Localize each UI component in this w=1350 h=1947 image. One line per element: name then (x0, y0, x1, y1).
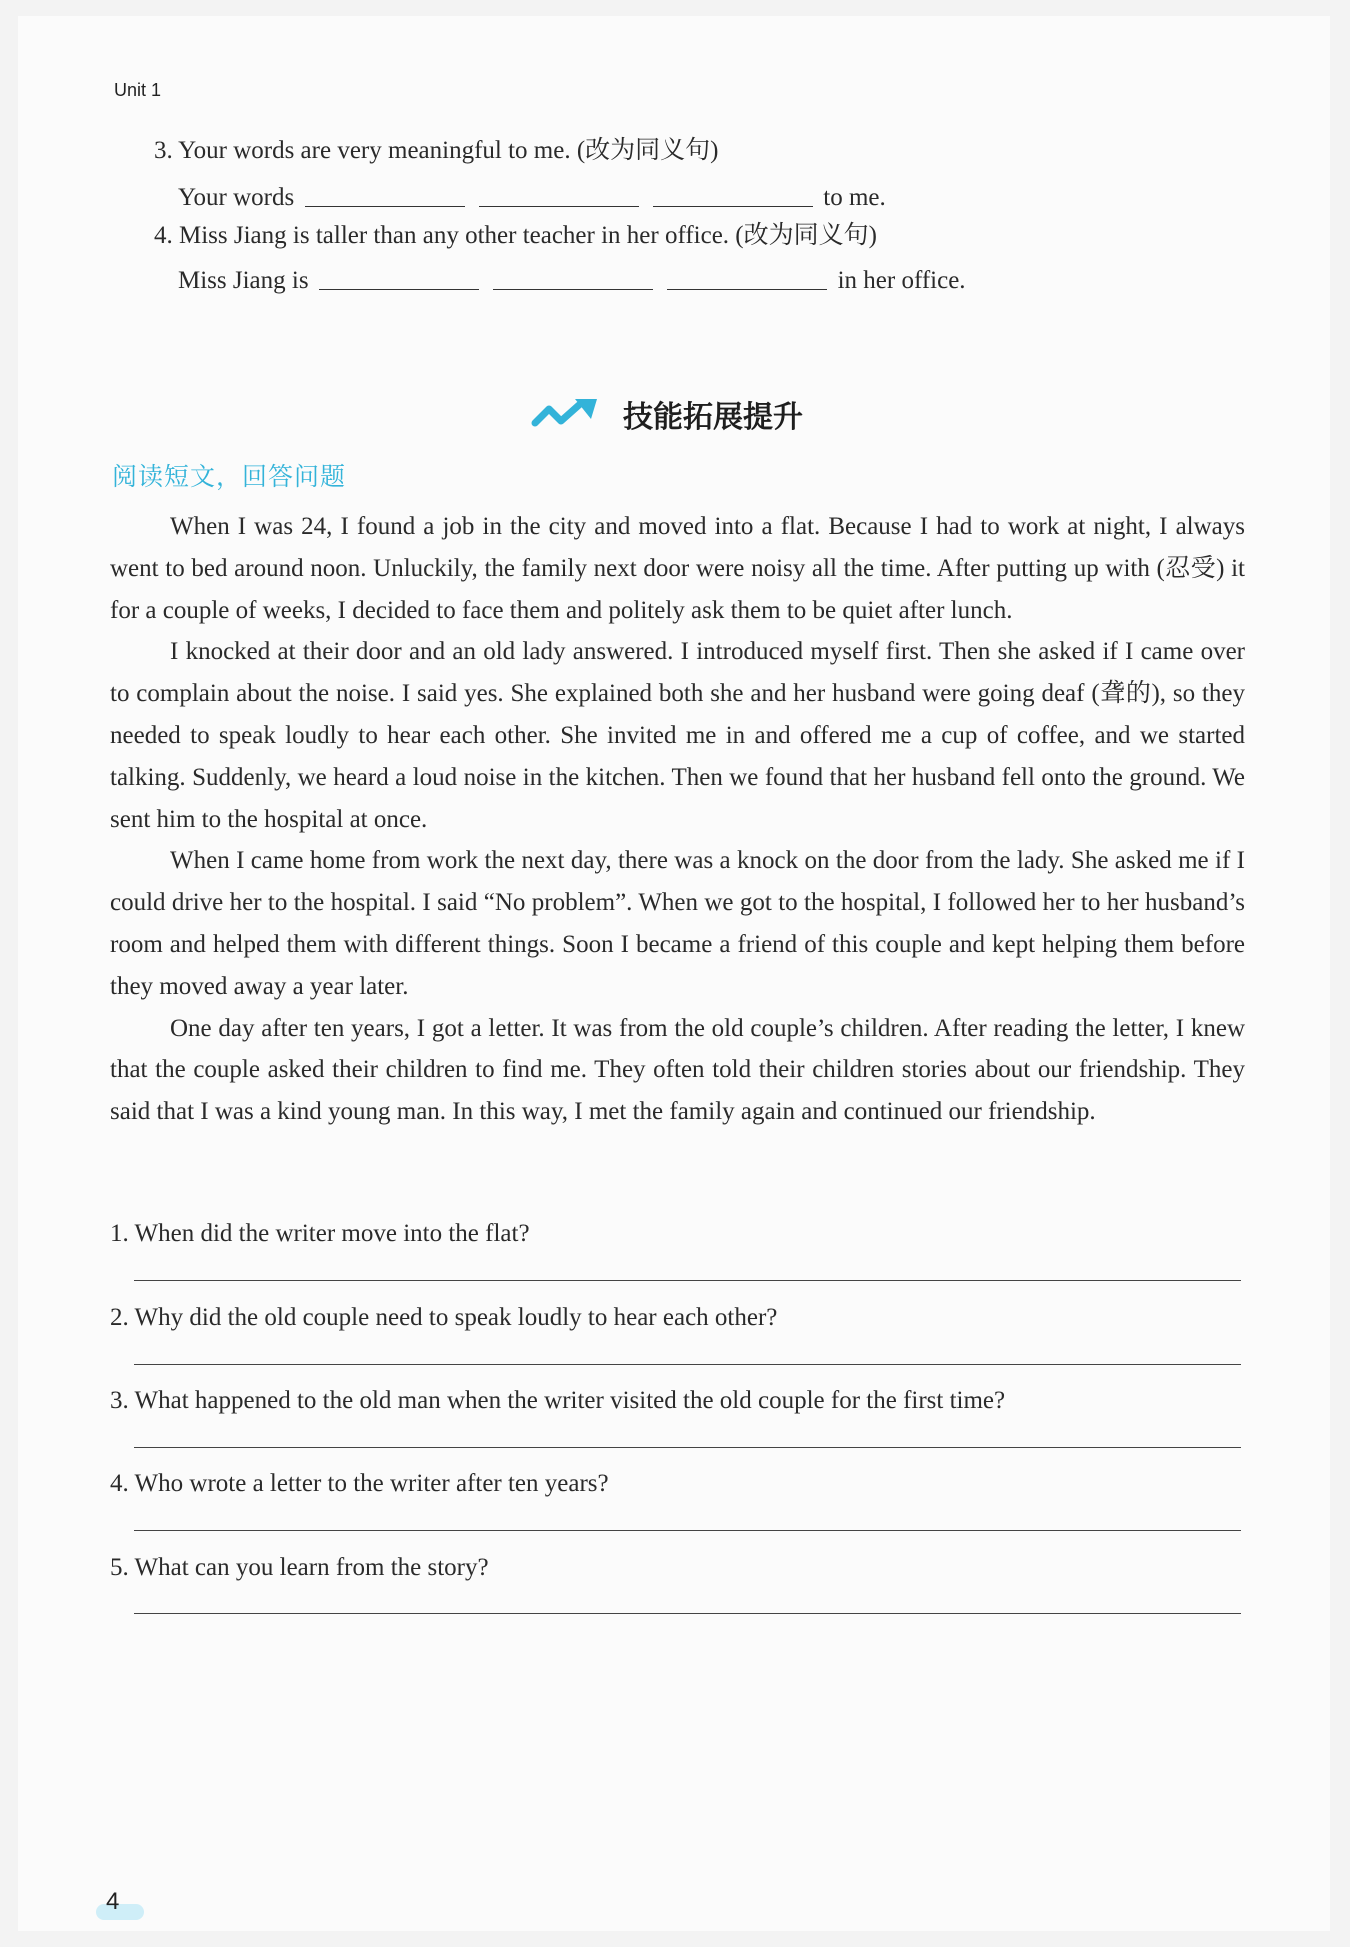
answer-line[interactable] (134, 1447, 1241, 1448)
question: 1. When did the writer move into the flat? (110, 1220, 530, 1247)
reading-passage (110, 506, 1245, 1133)
rewrite-q3-start: Your words (178, 184, 295, 211)
rewrite-q3-answer-row (178, 182, 886, 213)
answer-line[interactable] (134, 1280, 1241, 1281)
unit-label: Unit 1 (114, 80, 162, 100)
rewrite-q4-end: in her office. (837, 267, 966, 294)
reading-instructions: 阅读短文，回答问题 (112, 462, 347, 491)
rewrite-q3-prompt: 3. Your words are very meaningful to me. (改为同义句) (154, 137, 719, 164)
passage-paragraph: When I was 24, I found a job in the city and moved into a flat. Because I had to work at night, I always went to bed around noon. Unluckily, the family next door were noisy all the time. After putting up with (忍受) it for a couple of weeks, I decided to face them and politely ask them to be quiet after lunch. (110, 513, 1245, 624)
page-number-highlight (96, 1904, 144, 1920)
answer-blank[interactable] (653, 182, 813, 207)
workbook-page (18, 16, 1330, 1931)
question: 5. What can you learn from the story? (110, 1554, 489, 1581)
page-number: 4 (106, 1888, 120, 1915)
passage-paragraph: When I came home from work the next day, there was a knock on the door from the lady. She asked me if I could drive her to the hospital. I said “No problem”. When we got to the hospital, I followed her to her husband’s room and helped them with different things. Soon I became a friend of this couple and kept helping them before they moved away a year later. (110, 847, 1245, 1000)
answer-blank[interactable] (305, 182, 465, 207)
answer-blank[interactable] (667, 265, 827, 290)
section-title (531, 392, 803, 436)
answer-blank[interactable] (319, 265, 479, 290)
passage-paragraph: One day after ten years, I got a letter. It was from the old couple’s children. After reading the letter, I knew that the couple asked their children to find me. They often told their children stories about our friendship. They said that I was a kind young man. In this way, I met the family again and continued our friendship. (110, 1014, 1245, 1126)
trend-arrow-icon (531, 397, 601, 431)
question: 4. Who wrote a letter to the writer after ten years? (110, 1470, 609, 1497)
rewrite-q4-start: Miss Jiang is (178, 267, 309, 294)
rewrite-q4-prompt: 4. Miss Jiang is taller than any other teacher in her office. (改为同义句) (154, 222, 877, 249)
section-title-text: 技能拓展提升 (623, 400, 803, 435)
answer-line[interactable] (134, 1364, 1241, 1365)
answer-line[interactable] (134, 1530, 1241, 1531)
rewrite-q4-answer-row (178, 265, 966, 296)
answer-line[interactable] (134, 1613, 1241, 1614)
answer-blank[interactable] (479, 182, 639, 207)
passage-paragraph: I knocked at their door and an old lady answered. I introduced myself first. Then she asked if I came over to complain about the noise. I said yes. She explained both she and her husband were going deaf (聋的), so they needed to speak loudly to hear each other. She invited me in and offered me a cup of coffee, and we started talking. Suddenly, we heard a loud noise in the kitchen. Then we found that her husband fell onto the ground. We sent him to the hospital at once. (110, 638, 1245, 833)
rewrite-q3-end: to me. (823, 184, 886, 211)
question: 3. What happened to the old man when the writer visited the old couple for the first time? (110, 1387, 1006, 1414)
question: 2. Why did the old couple need to speak loudly to hear each other? (110, 1304, 778, 1331)
answer-blank[interactable] (493, 265, 653, 290)
